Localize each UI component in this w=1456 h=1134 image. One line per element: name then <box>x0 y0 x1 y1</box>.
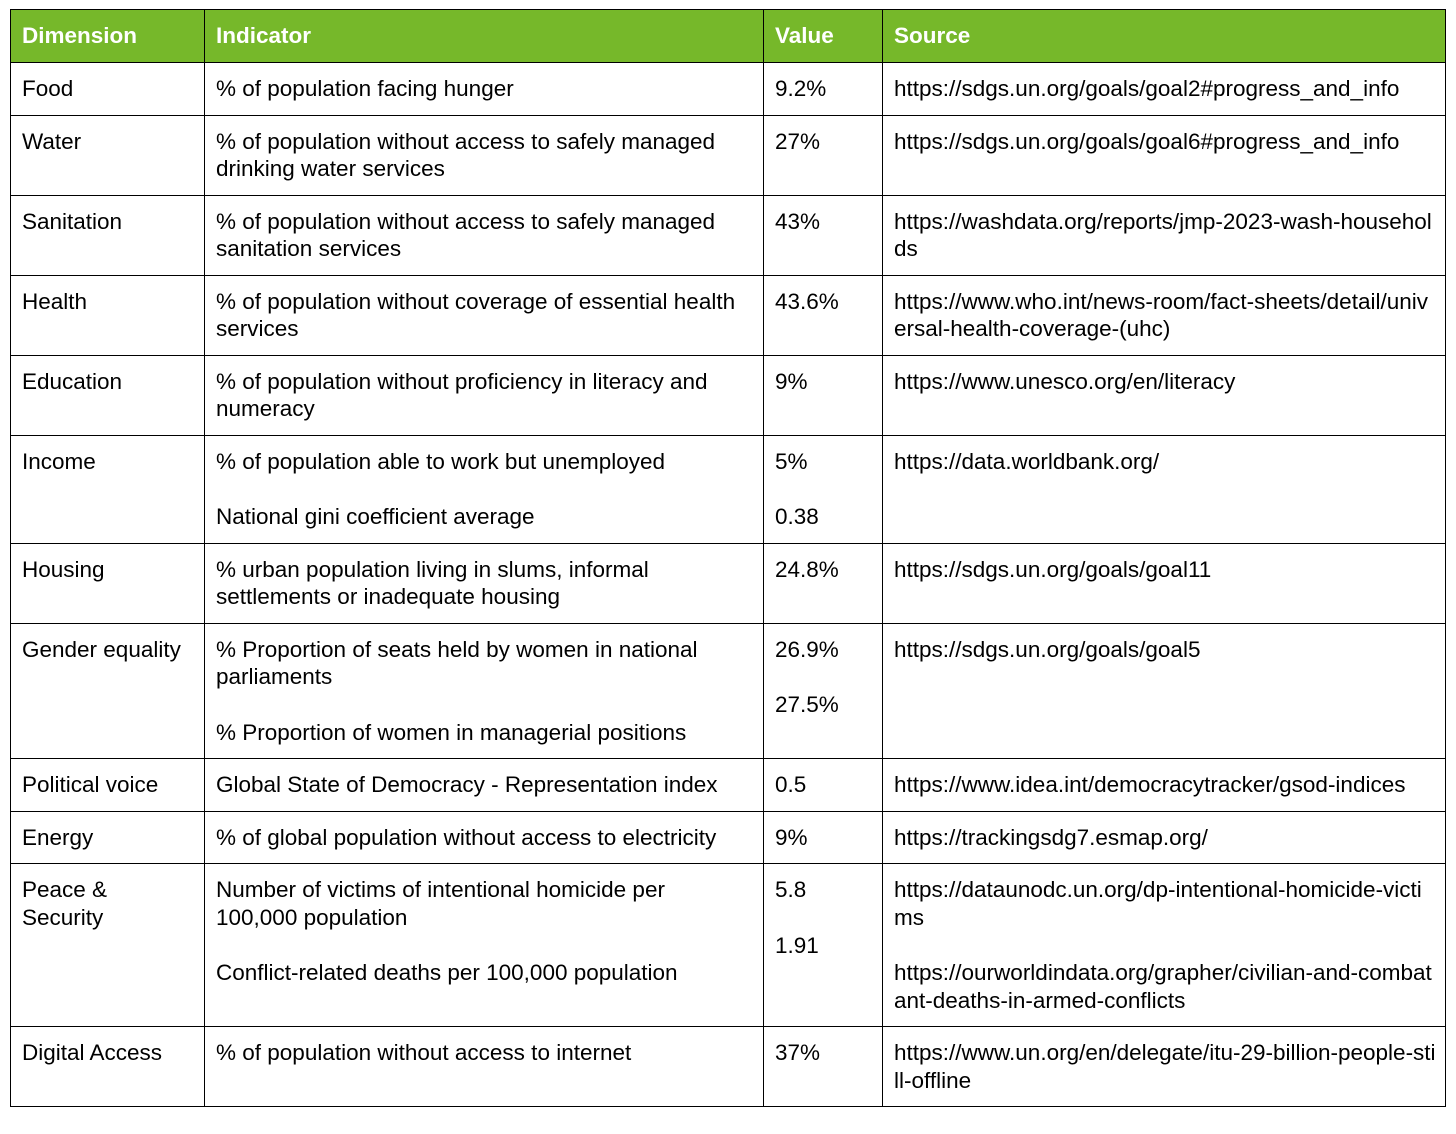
indicator-text: % of population without access to internet <box>216 1040 632 1065</box>
source-link[interactable]: https://trackingsdg7.esmap.org/ <box>894 824 1208 850</box>
source-cell <box>883 195 1446 275</box>
table-row <box>11 195 1446 275</box>
source-link[interactable]: https://www.unesco.org/en/literacy <box>894 368 1236 394</box>
indicator-cell <box>205 543 764 623</box>
table-row <box>11 115 1446 195</box>
indicator-cell <box>205 355 764 435</box>
value-text: 5.8 <box>775 877 807 902</box>
indicator-text: % of global population without access to electricity <box>216 824 717 850</box>
header-source: Source <box>883 10 1446 63</box>
source-cell <box>883 759 1446 812</box>
indicator-text: Number of victims of intentional homicide per 100,000 population <box>216 877 665 930</box>
value-text: 0.38 <box>775 504 819 529</box>
dimension-cell: Digital Access <box>11 1027 205 1107</box>
value-text: 9.2% <box>775 76 827 101</box>
source-cell <box>883 811 1446 864</box>
value-cell <box>764 63 883 116</box>
dimension-cell: Health <box>11 275 205 355</box>
indicator-text: Global State of Democracy - Representation index <box>216 772 718 797</box>
dimension-cell: Sanitation <box>11 195 205 275</box>
table-body <box>11 63 1446 1107</box>
source-link[interactable]: https://ourworldindata.org/grapher/civilian-and-combatant-deaths-in-armed-conflicts <box>894 960 1432 1013</box>
value-text: 1.91 <box>775 932 819 958</box>
indicator-text: % of population without coverage of essential health services <box>216 288 736 341</box>
table-row <box>11 63 1446 116</box>
value-cell <box>764 543 883 623</box>
value-text: 43.6% <box>775 288 839 314</box>
header-indicator: Indicator <box>205 10 764 63</box>
indicator-text: National gini coefficient average <box>216 504 535 529</box>
indicator-cell <box>205 759 764 812</box>
table-row <box>11 864 1446 1027</box>
dimension-cell: Political voice <box>11 759 205 812</box>
indicator-cell <box>205 1027 764 1107</box>
table-row <box>11 759 1446 812</box>
source-link[interactable]: https://www.who.int/news-room/fact-sheets/detail/universal-health-coverage-(uhc) <box>894 288 1428 341</box>
table-row <box>11 355 1446 435</box>
value-text: 27.5% <box>775 692 839 717</box>
indicator-text: % Proportion of seats held by women in national parliaments <box>216 636 698 689</box>
dimension-cell: Housing <box>11 543 205 623</box>
value-cell <box>764 195 883 275</box>
indicator-text: % urban population living in slums, informal settlements or inadequate housing <box>216 556 649 609</box>
indicator-text: % of population without proficiency in literacy and numeracy <box>216 368 708 421</box>
indicators-table <box>10 9 1446 1107</box>
dimension-cell: Energy <box>11 811 205 864</box>
table-row <box>11 1027 1446 1107</box>
indicator-cell <box>205 864 764 1027</box>
value-text: 37% <box>775 1040 821 1065</box>
header-row <box>11 10 1446 63</box>
dimension-cell: Water <box>11 115 205 195</box>
source-link[interactable]: https://www.idea.int/democracytracker/gsod-indices <box>894 772 1406 797</box>
value-text: 9% <box>775 824 808 850</box>
value-text: 43% <box>775 208 821 234</box>
indicator-cell <box>205 623 764 759</box>
value-cell <box>764 355 883 435</box>
dimension-cell: Peace & Security <box>11 864 205 1027</box>
source-cell <box>883 623 1446 759</box>
table-row <box>11 811 1446 864</box>
source-cell <box>883 543 1446 623</box>
value-text: 27% <box>775 128 821 154</box>
indicator-cell <box>205 63 764 116</box>
value-cell <box>764 811 883 864</box>
table-row <box>11 435 1446 543</box>
value-cell <box>764 275 883 355</box>
source-link[interactable]: https://www.un.org/en/delegate/itu-29-billion-people-still-offline <box>894 1040 1436 1093</box>
source-cell <box>883 275 1446 355</box>
value-cell <box>764 115 883 195</box>
indicator-text: % of population facing hunger <box>216 76 514 101</box>
value-text: 0.5 <box>775 772 807 797</box>
value-text: 26.9% <box>775 636 839 662</box>
source-link[interactable]: https://dataunodc.un.org/dp-intentional-homicide-victims <box>894 877 1422 930</box>
source-link[interactable]: https://sdgs.un.org/goals/goal2#progress_and_info <box>894 76 1400 101</box>
source-cell <box>883 115 1446 195</box>
dimension-cell: Gender equality <box>11 623 205 759</box>
indicator-cell <box>205 195 764 275</box>
table-header <box>11 10 1446 63</box>
source-link[interactable]: https://sdgs.un.org/goals/goal5 <box>894 636 1201 662</box>
header-dimension: Dimension <box>11 10 205 63</box>
indicator-text: % of population able to work but unemployed <box>216 448 666 474</box>
table-row <box>11 623 1446 759</box>
value-text: 9% <box>775 368 808 394</box>
indicator-cell <box>205 811 764 864</box>
table-row <box>11 543 1446 623</box>
value-cell <box>764 435 883 543</box>
source-link[interactable]: https://data.worldbank.org/ <box>894 448 1160 474</box>
source-link[interactable]: https://sdgs.un.org/goals/goal6#progress_and_info <box>894 128 1400 154</box>
table-row <box>11 275 1446 355</box>
value-cell <box>764 1027 883 1107</box>
source-cell <box>883 864 1446 1027</box>
source-cell <box>883 435 1446 543</box>
value-cell <box>764 623 883 759</box>
source-link[interactable]: https://sdgs.un.org/goals/goal11 <box>894 556 1212 582</box>
header-value: Value <box>764 10 883 63</box>
indicator-text: % of population without access to safely managed sanitation services <box>216 208 716 261</box>
indicator-text: % of population without access to safely managed drinking water services <box>216 128 716 181</box>
indicator-text: Conflict-related deaths per 100,000 population <box>216 960 678 985</box>
indicator-cell <box>205 435 764 543</box>
indicator-text: % Proportion of women in managerial positions <box>216 719 687 745</box>
source-cell <box>883 1027 1446 1107</box>
indicator-cell <box>205 275 764 355</box>
source-link[interactable]: https://washdata.org/reports/jmp-2023-wash-households <box>894 208 1432 261</box>
indicator-cell <box>205 115 764 195</box>
dimension-cell: Income <box>11 435 205 543</box>
value-text: 5% <box>775 448 808 474</box>
source-cell <box>883 63 1446 116</box>
value-cell <box>764 759 883 812</box>
dimension-cell: Food <box>11 63 205 116</box>
value-text: 24.8% <box>775 556 839 582</box>
value-cell <box>764 864 883 1027</box>
source-cell <box>883 355 1446 435</box>
dimension-cell: Education <box>11 355 205 435</box>
